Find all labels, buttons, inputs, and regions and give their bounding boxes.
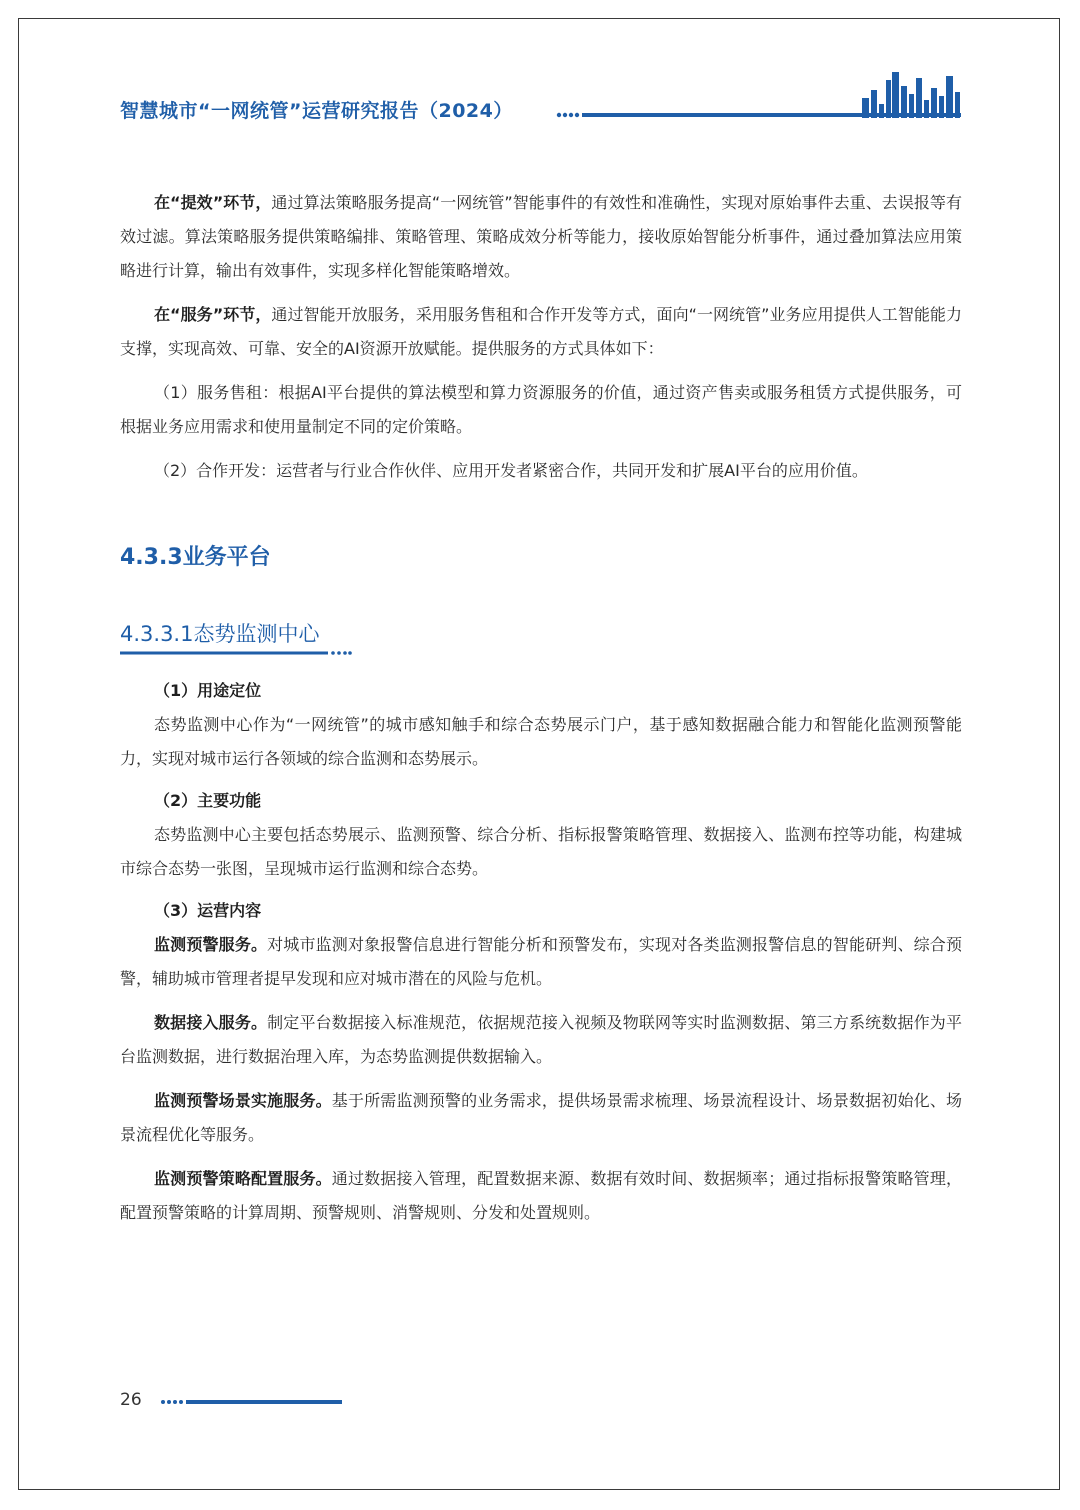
paragraph-service [120,298,962,366]
text-efficiency: 通过算法策略服务提高“一网统管”智能事件的有效性和准确性，实现对原始事件去重、去误报等有效过滤。算法策略服务提供策略编排、策略管理、策略成效分析等能力，接收原始智能分析事件，通过叠加算法应用策略进行计算，输出有效事件，实现多样化智能策略增效。 [120,193,962,280]
heading-4-3-3: 4.3.3业务平台 [120,545,271,570]
subheading-purpose: （1）用途定位 [154,681,262,700]
text-strategy-service: 通过数据接入管理，配置数据来源、数据有效时间、数据频率；通过指标报警策略管理，配置预警策略的计算周期、预警规则、消警规则、分发和处置规则。 [120,1169,962,1222]
text-service: 通过智能开放服务，采用服务售租和合作开发等方式，面向“一网统管”业务应用提供人工智能能力支撑，实现高效、可靠、安全的AI资源开放赋能。提供服务的方式具体如下： [120,305,962,358]
paragraph-rental: （1）服务售租：根据AI平台提供的算法模型和算力资源服务的价值，通过资产售卖或服务租赁方式提供服务，可根据业务应用需求和使用量制定不同的定价策略。 [120,383,962,436]
paragraph-functions: 态势监测中心主要包括态势展示、监测预警、综合分析、指标报警策略管理、数据接入、监测布控等功能，构建城市综合态势一张图，呈现城市运行监测和综合态势。 [120,825,962,878]
body-section-1 [120,186,962,488]
paragraph-efficiency [120,186,962,288]
lead-strategy-service: 监测预警策略配置服务。 [154,1169,332,1188]
text-warning-service: 对城市监测对象报警信息进行智能分析和预警发布，实现对各类监测报警信息的智能研判、综合预警，辅助城市管理者提早发现和应对城市潜在的风险与危机。 [120,935,962,988]
lead-efficiency: 在“提效”环节， [154,193,272,212]
heading-4-3-3-1: 4.3.3.1态势监测中心 [120,622,320,646]
subheading-functions: （2）主要功能 [154,791,262,810]
lead-warning-service: 监测预警服务。 [154,935,268,954]
header-divider [556,110,961,120]
paragraph-scene-service [120,1084,962,1152]
lead-service: 在“服务”环节， [154,305,272,324]
paragraph-strategy-service [120,1162,962,1230]
paragraph-purpose: 态势监测中心作为“一网统管”的城市感知触手和综合态势展示门户，基于感知数据融合能力和智能化监测预警能力，实现对城市运行各领域的综合监测和态势展示。 [120,715,962,768]
paragraph-cooperation: （2）合作开发：运营者与行业合作伙伴、应用开发者紧密合作，共同开发和扩展AI平台的应用价值。 [154,461,868,480]
body-section-2 [120,674,962,1230]
paragraph-warning-service [120,928,962,996]
lead-scene-service: 监测预警场景实施服务。 [154,1091,332,1110]
footer-divider [160,1398,342,1406]
lead-data-service: 数据接入服务。 [154,1013,268,1032]
page-number: 26 [120,1390,142,1410]
heading-underline [120,650,352,656]
text-data-service: 制定平台数据接入标准规范，依据规范接入视频及物联网等实时监测数据、第三方系统数据作为平台监测数据，进行数据治理入库，为态势监测提供数据输入。 [120,1013,962,1066]
text-scene-service: 基于所需监测预警的业务需求，提供场景需求梳理、场景流程设计、场景数据初始化、场景流程优化等服务。 [120,1091,962,1144]
paragraph-data-service [120,1006,962,1074]
header-title: 智慧城市“一网统管”运营研究报告（2024） [120,100,513,122]
subheading-operations: （3）运营内容 [154,901,262,920]
